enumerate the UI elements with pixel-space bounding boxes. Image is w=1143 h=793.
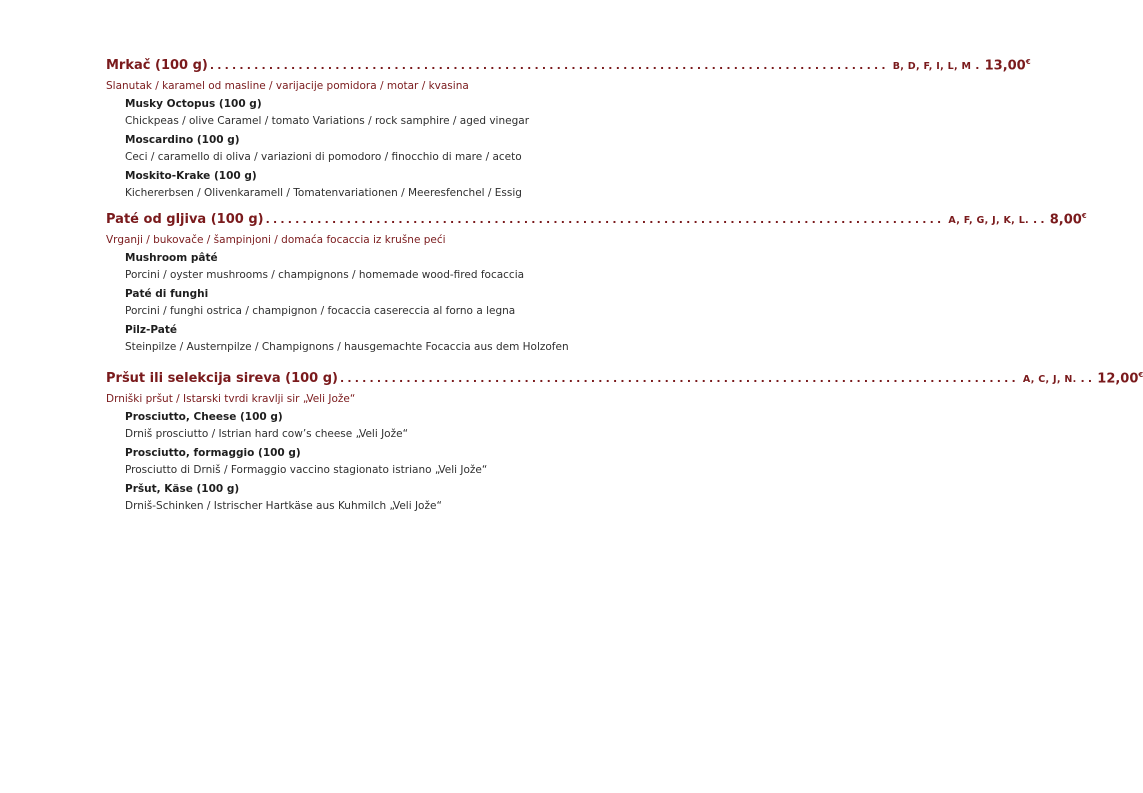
translation-description: Porcini / funghi ostrica / champignon / focaccia casereccia al forno a legna <box>125 305 516 317</box>
dot-leader-short: .. <box>1032 213 1048 227</box>
dot-leader: ............................................................................................ <box>209 59 889 73</box>
translation-de <box>125 481 738 515</box>
translation-description: Chickpeas / olive Caramel / tomato Variations / rock samphire / aged vinegar <box>125 115 530 127</box>
translation-title: Prosciutto, formaggio (100 g) <box>125 447 301 459</box>
dish-description: Slanutak / karamel od masline / varijacije pomidora / motar / kvasina <box>106 80 469 92</box>
translation-title: Mushroom pâté <box>125 252 218 264</box>
translation-title: Prosciutto, Cheese (100 g) <box>125 411 283 423</box>
translation-title: Moskito-Krake (100 g) <box>125 170 257 182</box>
menu-list <box>106 58 1143 517</box>
dot-leader-short: . <box>975 59 983 73</box>
translation-it <box>125 445 738 479</box>
allergen-codes: A, F, G, J, K, L. <box>948 215 1029 227</box>
currency-symbol: € <box>1025 58 1031 66</box>
dot-leader: ............................................................................................ <box>265 213 945 227</box>
allergen-codes: B, D, F, I, L, M <box>892 61 972 73</box>
translation-title: Moscardino (100 g) <box>125 134 240 146</box>
dish-price: 13,00€ <box>984 58 1031 74</box>
translation-it <box>125 286 738 320</box>
translation-description: Steinpilze / Austernpilze / Champignons / hausgemachte Focaccia aus dem Holzofen <box>125 341 569 353</box>
translation-en <box>125 96 738 130</box>
dish-name: Paté od gljiva (100 g) <box>106 212 264 228</box>
dish-price: 8,00€ <box>1049 212 1087 228</box>
translation-description: Porcini / oyster mushrooms / champignons / homemade wood-fired focaccia <box>125 269 525 281</box>
translation-description: Drniš prosciutto / Istrian hard cow’s cheese „Veli Jože“ <box>125 428 409 440</box>
translation-it <box>125 132 738 166</box>
translation-en <box>125 250 738 284</box>
translations <box>125 409 738 515</box>
dot-leader-short: .. <box>1080 372 1096 386</box>
translation-title: Pilz-Paté <box>125 324 178 336</box>
dish-name: Pršut ili selekcija sireva (100 g) <box>106 371 339 387</box>
translation-de <box>125 322 738 356</box>
menu-item <box>106 212 1087 356</box>
translation-title: Pršut, Käse (100 g) <box>125 483 240 495</box>
menu-item-header <box>106 371 1143 391</box>
translation-title: Musky Octopus (100 g) <box>125 98 262 110</box>
dot-leader: ............................................................................................ <box>340 372 1019 386</box>
currency-symbol: € <box>1081 212 1087 220</box>
translation-title: Paté di funghi <box>125 288 209 300</box>
currency-symbol: € <box>1138 371 1143 379</box>
translation-en <box>125 409 738 443</box>
menu-item <box>106 371 1143 515</box>
translation-description: Ceci / caramello di oliva / variazioni di pomodoro / finocchio di mare / aceto <box>125 151 522 163</box>
translation-description: Drniš-Schinken / Istrischer Hartkäse aus Kuhmilch „Veli Jože“ <box>125 500 442 512</box>
translation-description: Prosciutto di Drniš / Formaggio vaccino stagionato istriano „Veli Jože“ <box>125 464 488 476</box>
allergen-codes: A, C, J, N. <box>1022 374 1077 386</box>
dish-name: Mrkač (100 g) <box>106 58 208 74</box>
dish-description: Drniški pršut / Istarski tvrdi kravlji sir „Veli Jože“ <box>106 393 356 405</box>
translation-de <box>125 168 738 202</box>
menu-item-header <box>106 58 1031 78</box>
menu-item <box>106 58 1031 202</box>
translations <box>125 96 738 202</box>
dish-description: Vrganji / bukovače / šampinjoni / domaća focaccia iz krušne peći <box>106 234 446 246</box>
translations <box>125 250 738 356</box>
dish-price: 12,00€ <box>1097 371 1143 387</box>
menu-item-header <box>106 212 1087 232</box>
translation-description: Kichererbsen / Olivenkaramell / Tomatenvariationen / Meeresfenchel / Essig <box>125 187 522 199</box>
